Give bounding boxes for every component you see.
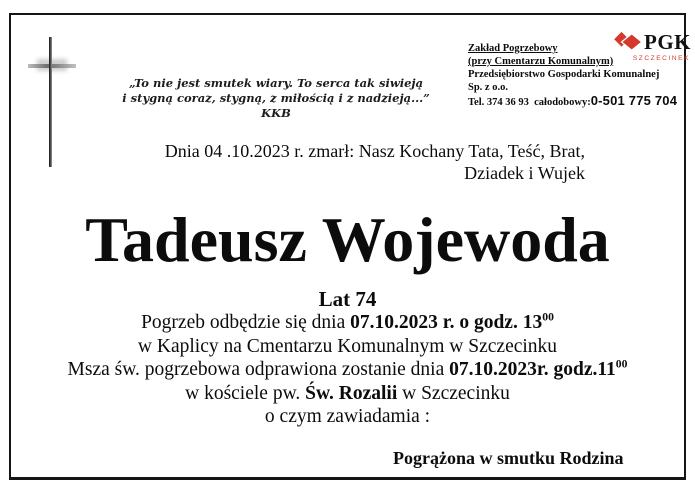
phone-number: 0-501 775 704 [590,93,678,108]
memorial-quote-line1: „To nie jest smutek wiary. To serca tak siwieją [128,76,424,90]
mass-hour-superscript: 00 [615,357,628,371]
pgk-logo [605,30,691,62]
church-name: Św. Rozalii [305,382,398,404]
church-line [11,382,684,405]
funeral-place-line: w Kaplicy na Cmentarzu Komunalnym w Szczecinku [137,335,558,357]
pgk-diamonds-icon [613,30,643,54]
pgk-logo-top [605,30,691,54]
funeral-home-phone [468,94,683,109]
deceased-name: Tadeusz Wojewoda [85,204,610,275]
funeral-date-prefix: Pogrzeb odbędzie się dnia [141,312,351,334]
obituary-card [9,13,691,480]
cross-icon [28,37,88,169]
mass-date-prefix: Msza św. pogrzebowa odprawiona zostanie dnia [67,359,450,381]
memorial-quote [116,76,436,121]
church-suffix: w Szczecinku [397,382,510,404]
funeral-home-name: Zakład Pogrzebowy [468,43,558,54]
pgk-logo-city: SZCZECINEK [632,55,690,62]
mass-date-line [11,358,684,381]
funeral-hour-superscript: 00 [542,310,554,324]
announcement-line1: Dnia 04 .10.2023 r. zmarł: Nasz Kochany Tata, Teść, Brat, [164,141,585,161]
funeral-datetime: 07.10.2023 r. o godz. $13^{00}$ [350,310,554,334]
deceased-age: Lat 74 [318,287,377,311]
family-signature: Pogrążona w smutku Rodzina [393,448,624,468]
mass-datetime: 07.10.2023r. $godz.11^{00}$ [449,357,628,381]
funeral-home-company-suffix: Sp. z o.o. [468,82,508,93]
closing-line: o czym zawiadamia : [264,406,431,428]
funeral-details [11,288,684,428]
funeral-date-line [11,311,684,334]
memorial-quote-line2: i stygną coraz, stygną, z miłością i z nadzieją...” KKB [122,91,430,120]
funeral-home-company: Przedsiębiorstwo Gospodarki Komunalnej [468,69,660,80]
funeral-home-location: (przy Cmentarzu Komunalnym) [468,56,614,67]
cross-vertical-bar [49,37,52,167]
church-prefix: w kościele pw. [185,382,306,404]
announcement-line2: Dziadek i Wujek [464,162,585,183]
phone-label: Tel. 374 36 93 całodobowy: [468,97,591,108]
pgk-logo-text: PGK [644,29,691,54]
announcement [165,141,585,184]
cross-horizontal-bar [28,64,76,68]
